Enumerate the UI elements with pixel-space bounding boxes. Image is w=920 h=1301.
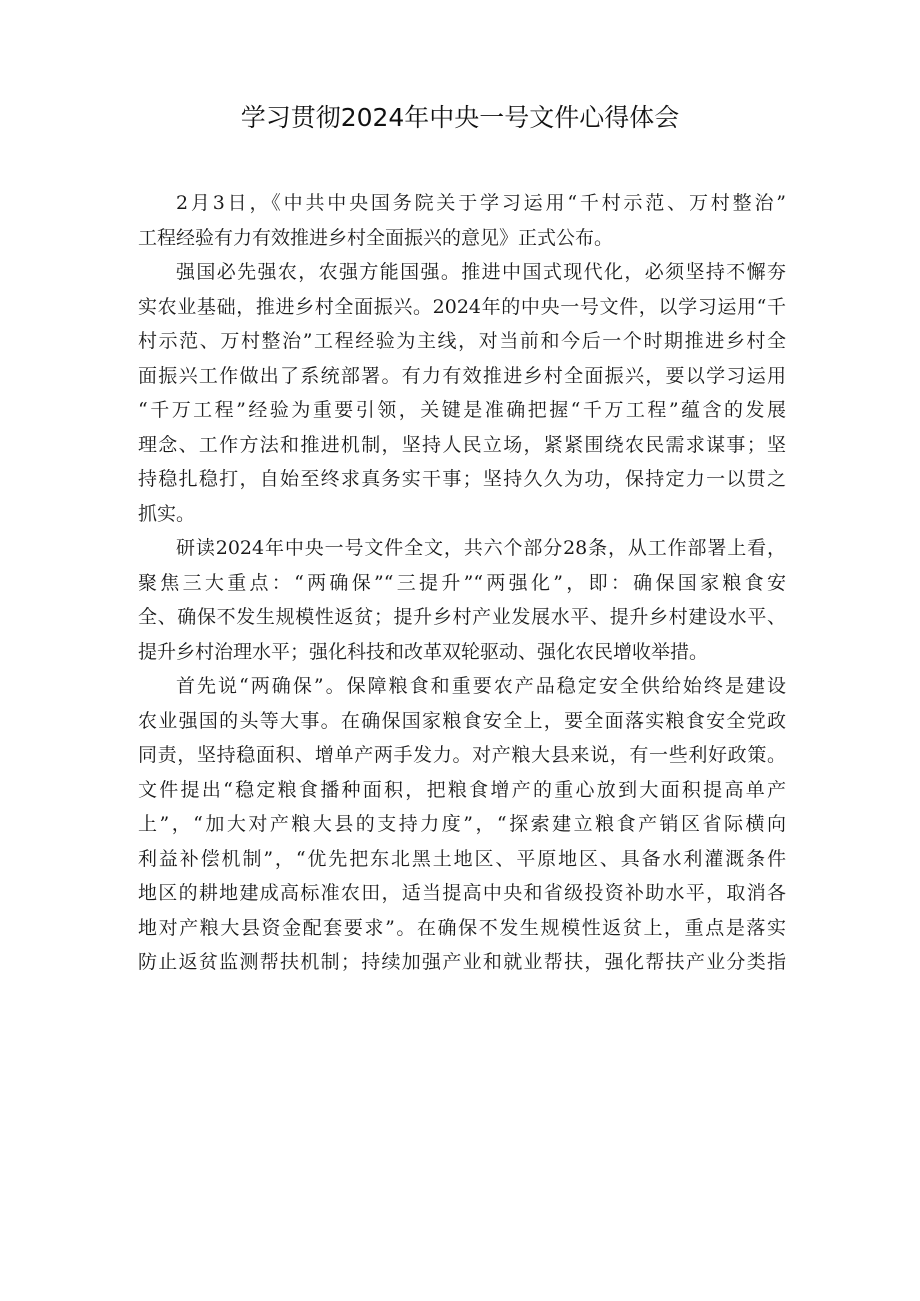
paragraph-line: 全、确保不发生规模性返贫；提升乡村产业发展水平、提升乡村建设水平、 xyxy=(138,606,786,628)
paragraph-line: 理念、工作方法和推进机制，坚持人民立场，紧紧围绕农民需求谋事；坚 xyxy=(138,433,786,456)
paragraph-line: 实农业基础，推进乡村全面振兴。2024年的中央一号文件，以学习运用“千 xyxy=(138,295,786,318)
paragraph-line: 工程经验有力有效推进乡村全面振兴的意见》正式公布。 xyxy=(138,226,614,249)
paragraph-2 xyxy=(138,255,786,531)
paragraph-line: 强国必先强农，农强方能国强。推进中国式现代化，必须坚持不懈夯 xyxy=(176,261,786,283)
document-title: 学习贯彻2024年中央一号文件心得体会 xyxy=(240,103,680,132)
paragraph-line: 2月3日，《中共中央国务院关于学习运用“千村示范、万村整治” xyxy=(176,192,786,214)
paragraph-4 xyxy=(138,669,786,980)
paragraph-1 xyxy=(138,186,786,255)
paragraph-line: 抓实。 xyxy=(138,502,196,525)
paragraph-line: 防止返贫监测帮扶机制；持续加强产业和就业帮扶，强化帮扶产业分类指 xyxy=(138,951,786,973)
paragraph-line: 首先说“两确保”。保障粮食和重要农产品稳定安全供给始终是建设 xyxy=(176,675,786,697)
paragraph-line: 利益补偿机制”，“优先把东北黑土地区、平原地区、具备水利灌溉条件 xyxy=(138,847,786,870)
paragraph-line: 文件提出“稳定粮食播种面积，把粮食增产的重心放到大面积提高单产 xyxy=(138,778,786,801)
paragraph-line: 持稳扎稳打，自始至终求真务实干事；坚持久久为功，保持定力一以贯之 xyxy=(138,468,786,490)
paragraph-line: “千万工程”经验为重要引领，关键是准确把握“千万工程”蕴含的发展 xyxy=(138,399,786,421)
paragraph-line: 地对产粮大县资金配套要求”。在确保不发生规模性返贫上，重点是落实 xyxy=(138,916,786,939)
paragraph-line: 面振兴工作做出了系统部署。有力有效推进乡村全面振兴，要以学习运用 xyxy=(138,364,786,387)
paragraph-line: 村示范、万村整治”工程经验为主线，对当前和今后一个时期推进乡村全 xyxy=(138,330,786,352)
paragraph-3 xyxy=(138,531,786,669)
paragraph-line: 上”，“加大对产粮大县的支持力度”，“探索建立粮食产销区省际横向 xyxy=(138,813,786,835)
paragraph-line: 研读2024年中央一号文件全文，共六个部分28条，从工作部署上看， xyxy=(176,537,786,559)
paragraph-line: 提升乡村治理水平；强化科技和改革双轮驱动、强化农民增收举措。 xyxy=(138,640,709,663)
paragraph-line: 同责，坚持稳面积、增单产两手发力。对产粮大县来说，有一些利好政策。 xyxy=(138,744,786,766)
paragraph-line: 地区的耕地建成高标准农田，适当提高中央和省级投资补助水平，取消各 xyxy=(138,882,786,904)
paragraph-line: 农业强国的头等大事。在确保国家粮食安全上，要全面落实粮食安全党政 xyxy=(138,709,786,732)
paragraph-line: 聚焦三大重点：“两确保”“三提升”“两强化”，即：确保国家粮食安 xyxy=(138,571,786,594)
document-body xyxy=(138,186,786,980)
